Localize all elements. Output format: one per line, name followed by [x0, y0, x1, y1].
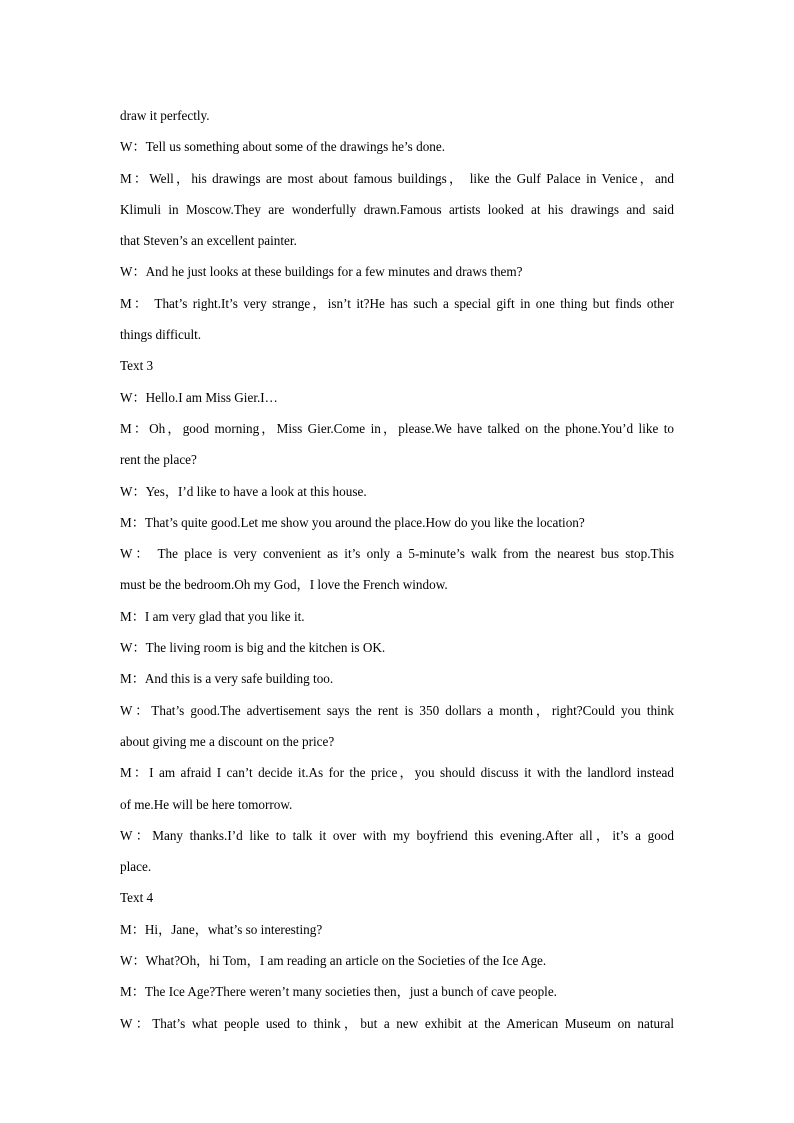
dialogue-line-man: M：The Ice Age?There weren’t many societies then，just a bunch of cave people.	[120, 984, 557, 1000]
section-heading-text-3: Text 3	[120, 358, 154, 374]
dialogue-line-man: M：Oh，good morning，Miss Gier.Come in，please.We have talked on the phone.You’d like to	[120, 420, 674, 436]
text-line-continuation: that Steven’s an excellent painter.	[120, 233, 297, 249]
dialogue-line-woman: W：That’s good.The advertisement says the rent is 350 dollars a month，right?Could you think	[120, 702, 674, 718]
dialogue-line-woman: W：Many thanks.I’d like to talk it over with my boyfriend this evening.After all，it’s a good	[120, 827, 674, 843]
dialogue-line-man: M：Well，his drawings are most about famous buildings， like the Gulf Palace in Venice，and	[120, 170, 674, 186]
dialogue-line-woman: W：The living room is big and the kitchen is OK.	[120, 640, 386, 656]
text-line-continuation: things difficult.	[120, 327, 202, 343]
dialogue-line-man: M：I am very glad that you like it.	[120, 608, 305, 624]
dialogue-line-woman: W：That’s what people used to think，but a new exhibit at the American Museum on natural	[120, 1015, 674, 1031]
dialogue-line-man: M：Hi，Jane，what’s so interesting?	[120, 921, 323, 937]
text-line-continuation: rent the place?	[120, 452, 197, 468]
dialogue-line-woman: W：Tell us something about some of the drawings he’s done.	[120, 139, 446, 155]
dialogue-line-woman: W：And he just looks at these buildings for a few minutes and draws them?	[120, 264, 523, 280]
dialogue-line-woman: W：Yes，I’d like to have a look at this house.	[120, 483, 367, 499]
dialogue-line-woman: W： The place is very convenient as it’s only a 5-minute’s walk from the nearest bus stop.This	[120, 546, 674, 562]
dialogue-line-man: M：That’s quite good.Let me show you around the place.How do you like the location?	[120, 514, 585, 530]
text-line-continuation: about giving me a discount on the price?	[120, 733, 335, 749]
dialogue-line-man: M：And this is a very safe building too.	[120, 671, 334, 687]
text-line-continuation: must be the bedroom.Oh my God，I love the French window.	[120, 577, 448, 593]
text-line-continuation: Klimuli in Moscow.They are wonderfully drawn.Famous artists looked at his drawings and said	[120, 201, 674, 217]
document-page	[120, 100, 674, 1039]
dialogue-line-man: M：I am afraid I can’t decide it.As for the price，you should discuss it with the landlord instead	[120, 765, 674, 781]
dialogue-line-man: M： That’s right.It’s very strange，isn’t it?He has such a special gift in one thing but finds other	[120, 295, 674, 311]
dialogue-line-woman: W：What?Oh，hi Tom，I am reading an article on the Societies of the Ice Age.	[120, 953, 547, 969]
text-line-continuation: of me.He will be here tomorrow.	[120, 796, 293, 812]
dialogue-line-woman: W：Hello.I am Miss Gier.I…	[120, 389, 278, 405]
section-heading-text-4: Text 4	[120, 890, 154, 906]
text-line-continuation: draw it perfectly.	[120, 108, 210, 123]
text-line-continuation: place.	[120, 859, 152, 875]
